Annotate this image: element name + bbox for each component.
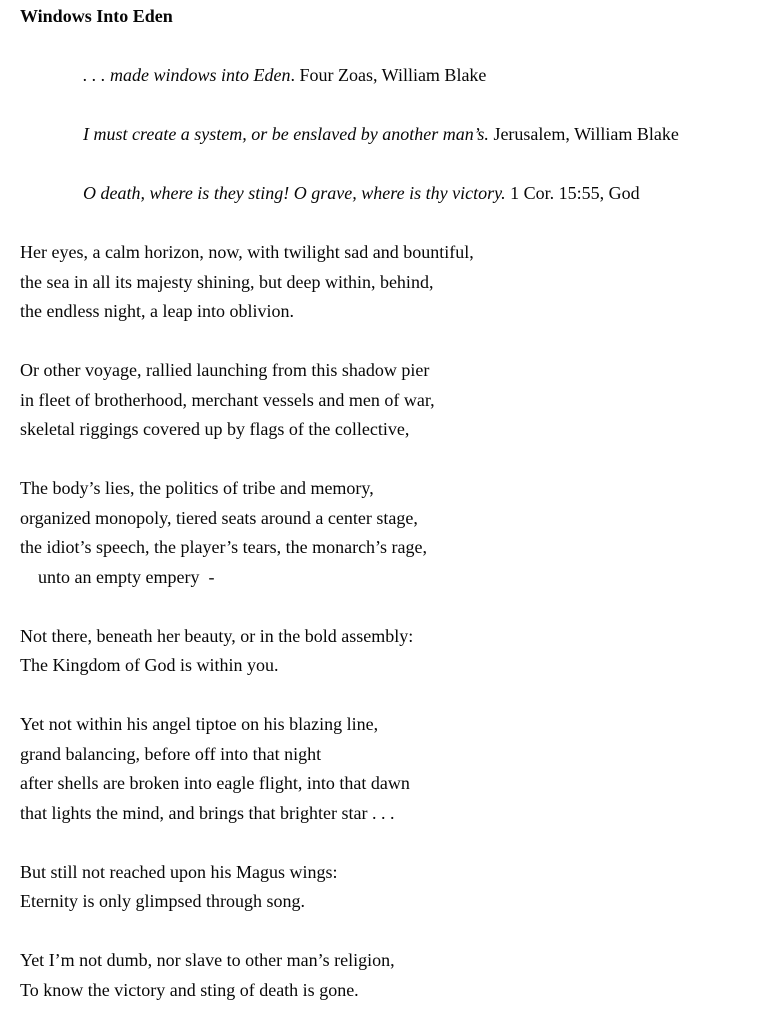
stanza-6 [20, 858, 745, 917]
poem-line: Not there, beneath her beauty, or in the bold assembly: [20, 625, 414, 646]
epigraph-1-attribution: . Four Zoas, William Blake [290, 65, 487, 85]
poem-line: Her eyes, a calm horizon, now, with twilight sad and bountiful, [20, 242, 474, 262]
poem-line: the sea in all its majesty shining, but deep within, behind, [20, 271, 434, 292]
poem-line: that lights the mind, and brings that brighter star . . . [20, 802, 395, 823]
epigraph-2 [83, 120, 745, 150]
stanza-1 [20, 238, 745, 327]
poem-line: skeletal riggings covered up by flags of the collective, [20, 419, 410, 439]
poem-line: after shells are broken into eagle flight, into that dawn [20, 773, 410, 793]
epigraph-3-quote: O death, where is they sting! O grave, where is thy victory. [83, 183, 506, 203]
stanza-5 [20, 710, 745, 828]
stanza-7 [20, 946, 745, 1005]
poem-line: Yet I’m not dumb, nor slave to other man’s religion, [20, 950, 395, 970]
poem-line: Yet not within his angel tiptoe on his blazing line, [20, 714, 379, 734]
epigraph-1 [83, 61, 745, 91]
poem-title: Windows Into Eden [20, 6, 173, 26]
epigraph-1-quote: . . . made windows into Eden [83, 65, 291, 85]
epigraph-3 [83, 179, 745, 209]
poem-line: grand balancing, before off into that night [20, 743, 322, 764]
epigraph-2-attribution: Jerusalem, William Blake [488, 124, 679, 144]
poem-line: The body’s lies, the politics of tribe and memory, [20, 478, 374, 498]
epigraph-2-quote: I must create a system, or be enslaved by another man’s. [83, 124, 489, 144]
poem-line: the idiot’s speech, the player’s tears, the monarch’s rage, [20, 537, 428, 557]
poem-line: organized monopoly, tiered seats around a center stage, [20, 507, 418, 528]
epigraph-3-attribution: 1 Cor. 15:55, God [505, 183, 640, 203]
poem-line-indented: unto an empty empery - [38, 566, 215, 587]
poem-line: But still not reached upon his Magus wings: [20, 861, 338, 882]
stanza-3 [20, 474, 745, 592]
poem-line: the endless night, a leap into oblivion. [20, 301, 294, 321]
poem-line: Or other voyage, rallied launching from this shadow pier [20, 360, 430, 380]
poem-line: To know the victory and sting of death is gone. [20, 979, 359, 1000]
stanza-4 [20, 622, 745, 681]
poem-line: The Kingdom of God is within you. [20, 655, 279, 675]
stanza-2 [20, 356, 745, 445]
poem-line: Eternity is only glimpsed through song. [20, 891, 305, 911]
poem-line: in fleet of brotherhood, merchant vessels and men of war, [20, 389, 435, 410]
